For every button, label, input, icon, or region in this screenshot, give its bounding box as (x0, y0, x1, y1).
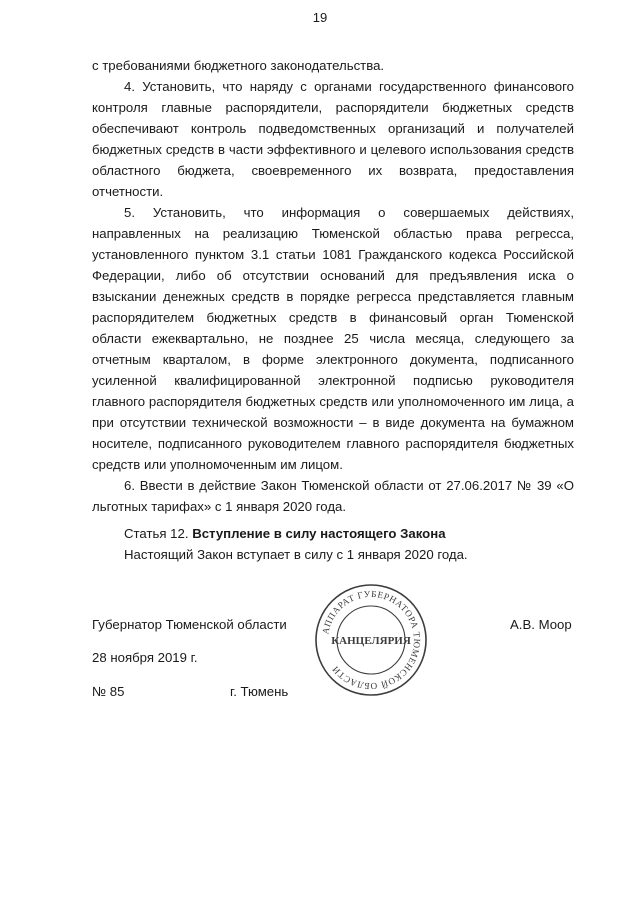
document-body (92, 55, 574, 517)
signatory-position: Губернатор Тюменской области (92, 617, 287, 632)
paragraph-6: 6. Ввести в действие Закон Тюменской области от 27.06.2017 № 39 «О льготных тарифах» с 1 января 2020 года. (92, 478, 574, 514)
seal-ring-text: АППАРАТ ГУБЕРНАТОРА ТЮМЕНСКОЙ ОБЛАСТИ (320, 588, 423, 692)
law-number: № 85 (92, 684, 125, 699)
paragraph-4: 4. Установить, что наряду с органами государственного финансового контроля главные распорядители, распорядители бюджетных средств обеспечивают контроль подведомственных организаций и получателей бюджетных средств в части эффективного и целевого использования средств областного бюджета, своевременного их возврата, предоставления отчетности. (92, 79, 574, 199)
article-number: Статья 12. (124, 526, 189, 541)
signing-date: 28 ноября 2019 г. (92, 650, 198, 665)
signing-city: г. Тюмень (230, 684, 289, 699)
article-title: Вступление в силу настоящего Закона (192, 526, 446, 541)
seal-center-text: КАНЦЕЛЯРИЯ (331, 635, 411, 647)
article-heading (124, 523, 468, 544)
article-text: Настоящий Закон вступает в силу с 1 января 2020 года. (124, 547, 468, 562)
signatory-name: А.В. Моор (510, 617, 572, 632)
paragraph-continuation: с требованиями бюджетного законодательства. (92, 58, 385, 73)
paragraph-5: 5. Установить, что информация о совершаемых действиях, направленных на реализацию Тюменской областью права регресса, установленного пунктом 3.1 статьи 1081 Гражданского кодекса Российской Федерации, либо об отсутствии оснований для предъявления иска о взыскании денежных средств в порядке регресса представляется главным распорядителем бюджетных средств в финансовый орган Тюменской области ежеквартально, не позднее 25 числа месяца, следующего за отчетным кварталом, в форме электронного документа, подписанного усиленной квалифицированной электронной подписью руководителя главного распорядителя бюджетных средств или уполномоченного им лица, а при отсутствии технической возможности – в виде документа на бумажном носителе, подписанного руководителем главного распорядителя бюджетных средств или уполномоченным им лицом. (92, 205, 574, 472)
article-12 (124, 523, 468, 565)
page-number: 19 (312, 10, 328, 25)
office-seal (314, 583, 428, 697)
